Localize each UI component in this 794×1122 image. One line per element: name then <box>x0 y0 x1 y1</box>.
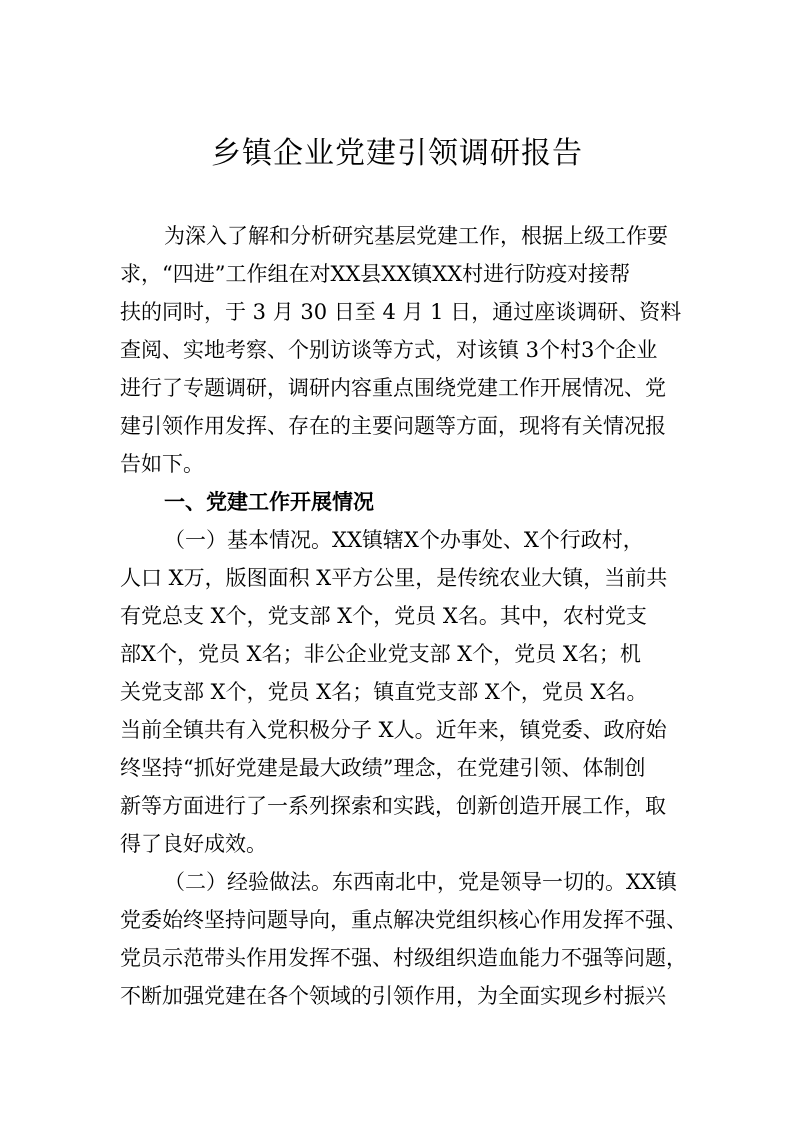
practice-line: 不断加强党建在各个领域的引领作用，为全面实现乡村振兴 <box>120 984 666 1008</box>
document-title: 乡镇企业党建引领调研报告 <box>211 136 583 171</box>
basic-info-line: 新等方面进行了一系列探索和实践，创新创造开展工作，取 <box>120 794 666 818</box>
practice-line: （二）经验做法。东西南北中，党是领导一切的。XX镇 <box>164 870 677 894</box>
intro-line: 求，“四进”工作组在对XX县XX镇XX村进行防疫对接帮 <box>120 262 631 286</box>
intro-line: 查阅、实地考察、个别访谈等方式，对该镇 3个村3个企业 <box>120 338 658 362</box>
basic-info-line: 人口 X万，版图面积 X平方公里，是传统农业大镇，当前共 <box>120 566 668 590</box>
basic-info-line: 终坚持“抓好党建是最大政绩”理念，在党建引领、体制创 <box>120 756 646 780</box>
practice-line: 党员示范带头作用发挥不强、村级组织造血能力不强等问题， <box>120 946 687 970</box>
basic-info-line: 关党支部 X个，党员 X名；镇直党支部 X个，党员 X名。 <box>120 680 648 704</box>
basic-info-line: 当前全镇共有入党积极分子 X人。近年来，镇党委、政府始 <box>120 718 667 742</box>
intro-line: 扶的同时，于 3 月 30 日至 4 月 1 日，通过座谈调研、资料 <box>120 300 682 324</box>
intro-line: 告如下。 <box>120 452 204 476</box>
basic-info-line: 部X个，党员 X名；非公企业党支部 X个，党员 X名；机 <box>120 642 641 666</box>
basic-info-line: 有党总支 X个，党支部 X个，党员 X名。其中，农村党支 <box>120 604 647 628</box>
basic-info-line: 得了良好成效。 <box>120 832 267 856</box>
intro-line: 进行了专题调研，调研内容重点围绕党建工作开展情况、党 <box>120 376 666 400</box>
intro-line: 建引领作用发挥、存在的主要问题等方面，现将有关情况报 <box>120 414 666 438</box>
intro-line: 为深入了解和分析研究基层党建工作，根据上级工作要 <box>164 224 668 248</box>
section-heading: 一、党建工作开展情况 <box>164 490 374 514</box>
basic-info-line: （一）基本情况。XX镇辖X个办事处、X个行政村， <box>164 528 644 552</box>
practice-line: 党委始终坚持问题导向，重点解决党组织核心作用发挥不强、 <box>120 908 687 932</box>
